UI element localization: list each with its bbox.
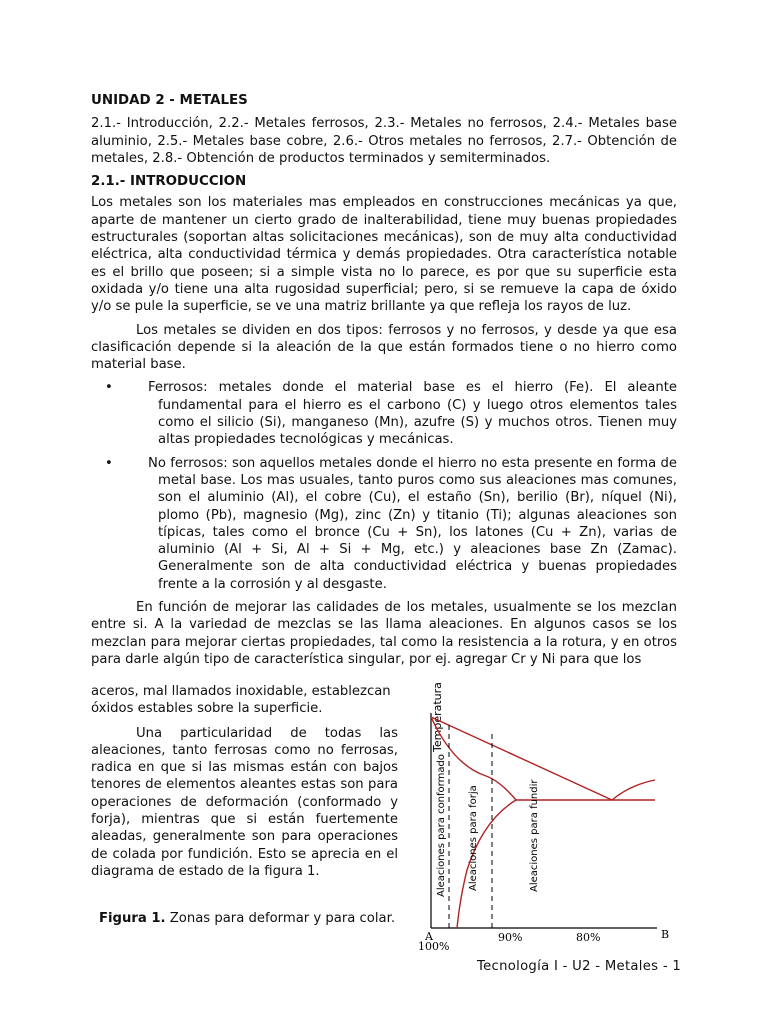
phase-curves [431, 717, 655, 928]
paragraph-4: Una particularidad de todas las aleaciones, tanto ferrosas como no ferrosas, radica en que si las mismas están con bajos tenores de elementos aleantes estas son para operaciones de deformación (conformado y forja), mientras que si están fuertemente aleadas, generalmente son para operaciones de colada por fundición. Esto se aprecia en el diagrama de estado de la figura 1. [91, 725, 398, 879]
bullet-icon: • [105, 455, 113, 471]
x-start-label: A [425, 930, 433, 943]
zone-label-forja: Aleaciones para forja [468, 785, 479, 891]
list-item-text: No ferrosos: son aquellos metales donde el hierro no esta presente en forma de metal base. Los mas usuales, tanto puros como sus aleaciones mas comunes, son el aluminio (Al), el cobre (Cu), el estaño (Sn), berilio (Br), níquel (Ni), plomo (Pb), magnesio (Mg), zinc (Zn) y titanio (Ti); algunas aleaciones son típicas, tales como el bronce (Cu + Sn), los latones (Cu + Zn), varias de aluminio (Al + Si, Al + Si + Mg, etc.) y aleaciones base Zn (Zamac). Generalmente son de alta conductividad eléctrica y buenas propiedades frente a la corrosión y al desgaste. [148, 455, 677, 592]
paragraph-3: En función de mejorar las calidades de los metales, usualmente se los mezclan entre si. A la variedad de mezclas se las llama aleaciones. En algunos casos se los mezclan para mejorar ciertas propiedades, tal como la resistencia a la rotura, y en otros para darle algún tipo de característica singular, por ej. agregar Cr y Ni para que los [91, 600, 677, 667]
zone-label-fundir: Aleaciones para fundir [529, 779, 540, 892]
figure-caption-label: Figura 1. [99, 911, 166, 926]
solvus-lower [457, 800, 516, 928]
y-axis-label: Temperatura [431, 682, 444, 752]
liquidus-right [612, 780, 655, 800]
paragraph-3-tail: aceros, mal llamados inoxidable, establezcan óxidos estables sobre la superficie. [91, 684, 391, 717]
x-tick-90: 90% [498, 931, 523, 944]
unit-title: UNIDAD 2 - METALES [91, 93, 248, 108]
unit-index: 2.1.- Introducción, 2.2.- Metales ferrosos, 2.3.- Metales no ferrosos, 2.4.- Metales base aluminio, 2.5.- Metales base cobre, 2.6.- Otros metales no ferrosos, 2.7.- Obtención de metales, 2.8.- Obtención de productos terminados y semiterminados. [91, 116, 677, 166]
paragraph-1: Los metales son los materiales mas empleados en construcciones mecánicas ya que, aparte de mantener un cierto grado de inalterabilidad, tiene muy buenas propiedades estructurales (soportan altas solicitaciones mecánicas), son de muy alta conductividad eléctrica, alta conductividad térmica y demás propiedades. Otra característica notable es el brillo que poseen; si a simple vista no lo parece, es por que su superficie esta oxidada y/o tiene una alta rugosidad superficial; pero, si se remueve la capa de óxido y/o se pule la superficie, se ve una matriz brillante ya que refleja los rayos de luz. [91, 195, 677, 315]
paragraph-2: Los metales se dividen en dos tipos: ferrosos y no ferrosos, y desde ya que esa clasificación depende si la aleación de la que están formados tiene o no hierro como material base. [91, 322, 677, 373]
list-item-text: Ferrosos: metales donde el material base es el hierro (Fe). El aleante fundamental para el hierro es el carbono (C) y luego otros elementos tales como el silicio (Si), manganeso (Mn), azufre (S) y muchos otros. Tienen muy altas propiedades tecnológicas y mecánicas. [148, 380, 677, 448]
x-start-percent: 100% [418, 940, 450, 953]
bullet-icon: • [105, 380, 113, 396]
page-footer: Tecnología I - U2 - Metales - 1 [477, 959, 682, 974]
x-end-label: B [661, 928, 670, 941]
zone-label-conformado: Aleaciones para conformado [436, 754, 447, 897]
figure-caption-text: Zonas para deformar y para colar. [165, 911, 396, 926]
section-title: 2.1.- INTRODUCCION [91, 174, 247, 190]
x-tick-80: 80% [576, 931, 601, 944]
